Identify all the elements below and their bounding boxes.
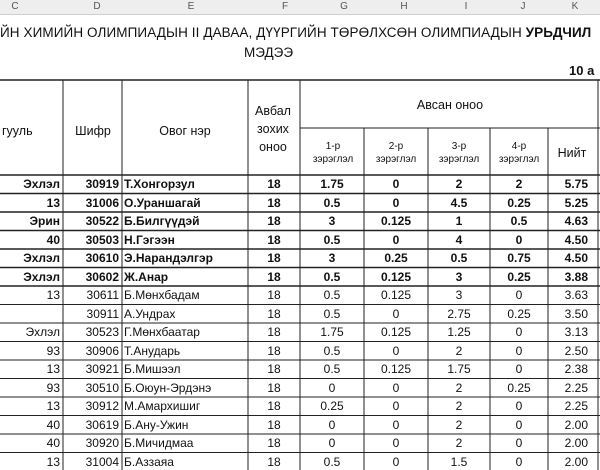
cell-s4: 0.25 — [507, 269, 531, 284]
cell-s3: 0.5 — [450, 251, 468, 265]
cell-name: Т.Анударь — [124, 343, 181, 358]
column-letter: E — [187, 1, 195, 12]
cell-s2: 0 — [392, 177, 400, 191]
cell-school: Эхлэл — [23, 251, 60, 265]
cell-s2: 0.125 — [380, 288, 412, 302]
cell-total: 5.75 — [564, 177, 588, 191]
cell-max: 18 — [267, 306, 281, 321]
cell-cipher: 30912 — [85, 399, 119, 413]
cell-s4: 0 — [515, 343, 523, 358]
cell-s1: 0.25 — [320, 399, 344, 413]
cell-total: 3.50 — [564, 306, 588, 321]
cell-s3: 4 — [455, 232, 463, 247]
header-round3-bottom: зэрэглэл — [438, 154, 480, 165]
cell-s4: 0.25 — [507, 195, 531, 210]
cell-cipher: 30921 — [85, 362, 119, 376]
cell-total: 2.25 — [564, 399, 588, 413]
cell-s1: 0.5 — [323, 343, 341, 358]
cell-s4: 0.5 — [510, 214, 528, 228]
cell-max: 18 — [267, 362, 281, 376]
cell-s1: 0 — [328, 436, 336, 450]
cell-name: Б.Билгүүдэй — [124, 214, 200, 228]
cell-s2: 0 — [392, 380, 400, 395]
cell-cipher: 30523 — [85, 325, 119, 339]
cell-s3: 2 — [455, 399, 463, 413]
cell-total: 2.00 — [564, 454, 588, 469]
cell-name: Б.Мичидмаа — [124, 436, 194, 450]
cell-total: 2.50 — [564, 343, 588, 358]
cell-s2: 0 — [392, 436, 400, 450]
cell-name: Б.Мишээл — [124, 362, 181, 376]
cell-max: 18 — [267, 417, 281, 432]
cell-max: 18 — [267, 343, 281, 358]
cell-total: 2.25 — [564, 380, 588, 395]
cell-school: 40 — [46, 417, 60, 432]
cell-s1: 3 — [328, 251, 336, 265]
header-round4-bottom: зэрэглэл — [498, 154, 540, 165]
header-name: Овог нэр — [159, 124, 211, 138]
cell-s3: 2 — [455, 436, 463, 450]
cell-total: 3.13 — [564, 325, 588, 339]
cell-s1: 1.75 — [320, 325, 344, 339]
cell-s2: 0 — [392, 399, 400, 413]
cell-s3: 2.75 — [447, 306, 471, 321]
cell-cipher: 30919 — [85, 177, 119, 191]
cell-cipher: 31004 — [85, 454, 119, 469]
header-cipher: Шифр — [75, 124, 111, 138]
cell-school: Эхлэл — [23, 177, 60, 191]
cell-s3: 1 — [455, 214, 463, 228]
cell-s2: 0 — [392, 306, 400, 321]
header-total: Нийт — [557, 146, 587, 160]
header-max-line-1: Авбал — [255, 104, 291, 118]
cell-total: 4.50 — [564, 251, 588, 265]
title-bold-part: УРЬДЧИЛ — [525, 25, 592, 40]
column-letter: J — [520, 1, 526, 12]
cell-s1: 0 — [328, 417, 336, 432]
cell-s2: 0 — [392, 232, 400, 247]
cell-s1: 0.5 — [323, 454, 341, 469]
cell-s3: 2 — [455, 417, 463, 432]
cell-s2: 0 — [392, 454, 400, 469]
cell-name: Ж.Анар — [124, 269, 169, 284]
cell-s3: 3 — [455, 269, 463, 284]
header-round2-bottom: зэрэглэл — [375, 154, 417, 165]
cell-cipher: 30610 — [85, 251, 119, 265]
cell-s4: 0 — [515, 436, 523, 450]
header-round1-top: 1-р — [325, 141, 341, 152]
cell-s2: 0.25 — [384, 251, 408, 265]
cell-s3: 1.25 — [447, 325, 471, 339]
cell-name: Н.Гэгээн — [124, 232, 175, 247]
cell-name: Б.Ану-Ужин — [124, 417, 189, 432]
cell-max: 18 — [267, 195, 281, 210]
cell-total: 3.63 — [564, 288, 588, 302]
title-line-2: МЭДЭЭ — [244, 45, 294, 60]
cell-school: 40 — [46, 436, 60, 450]
cell-school: 13 — [46, 399, 60, 413]
cell-cipher: 30906 — [85, 343, 119, 358]
header-round4-top: 4-р — [511, 141, 527, 152]
cell-s4: 0 — [515, 399, 523, 413]
column-letter: H — [400, 1, 408, 12]
column-letter: C — [11, 1, 19, 12]
cell-s4: 0 — [515, 362, 523, 376]
cell-cipher: 30522 — [85, 214, 119, 228]
cell-max: 18 — [267, 436, 281, 450]
cell-max: 18 — [267, 325, 281, 339]
cell-s4: 0 — [515, 417, 523, 432]
cell-s1: 3 — [328, 214, 336, 228]
cell-s2: 0.125 — [380, 269, 412, 284]
cell-name: М.Амархишиг — [124, 399, 201, 413]
cell-s1: 0.5 — [323, 195, 341, 210]
cell-s4: 0 — [515, 325, 523, 339]
cell-s1: 0.5 — [323, 306, 341, 321]
cell-name: О.Ураншагай — [124, 195, 201, 210]
cell-s2: 0 — [392, 195, 400, 210]
cell-cipher: 30920 — [85, 436, 119, 450]
cell-s4: 0 — [515, 288, 523, 302]
cell-school: Эхлэл — [23, 269, 60, 284]
cell-s3: 1.75 — [447, 362, 471, 376]
column-letter: I — [464, 1, 468, 12]
cell-cipher: 30619 — [85, 417, 119, 432]
cell-s3: 4.5 — [450, 195, 468, 210]
cell-max: 18 — [267, 454, 281, 469]
cell-total: 5.25 — [564, 195, 588, 210]
column-letter: G — [340, 1, 348, 12]
cell-cipher: 30602 — [85, 269, 119, 284]
cell-total: 2.38 — [564, 362, 588, 376]
cell-s2: 0 — [392, 343, 400, 358]
cell-s4: 2 — [515, 177, 523, 191]
cell-name: Б.Оюун-Эрдэнэ — [124, 380, 212, 395]
cell-s3: 3 — [455, 288, 463, 302]
cell-cipher: 31006 — [85, 195, 119, 210]
cell-total: 3.88 — [564, 269, 588, 284]
header-round3-top: 3-р — [451, 141, 467, 152]
cell-s1: 0.5 — [323, 362, 341, 376]
cell-s1: 0.5 — [323, 269, 341, 284]
cell-cipher: 30503 — [85, 232, 119, 247]
column-letter: K — [571, 1, 579, 12]
header-round1-bottom: зэрэглэл — [312, 154, 354, 165]
cell-school: 13 — [46, 362, 60, 376]
cell-total: 4.63 — [564, 214, 588, 228]
cell-s4: 0.25 — [507, 380, 531, 395]
cell-s4: 0 — [515, 454, 523, 469]
cell-name: Б.Аззаяа — [124, 454, 174, 469]
cell-total: 2.00 — [564, 417, 588, 432]
cell-name: Б.Мөнхбадам — [124, 288, 200, 302]
header-score-group: Авсан оноо — [416, 98, 484, 112]
header-max-line-2: зохих — [257, 122, 289, 136]
cell-cipher: 30611 — [86, 288, 119, 302]
cell-s3: 2 — [455, 380, 463, 395]
cell-name: Г.Мөнхбаатар — [124, 325, 200, 339]
cell-school: Эрин — [29, 214, 60, 228]
cell-s3: 2 — [455, 177, 463, 191]
cell-s3: 2 — [455, 343, 463, 358]
cell-s2: 0.125 — [380, 362, 412, 376]
cell-s1: 0 — [328, 380, 336, 395]
cell-total: 2.00 — [564, 436, 588, 450]
cell-max: 18 — [267, 380, 281, 395]
cell-s2: 0 — [392, 417, 400, 432]
grade-label: 10 а — [569, 63, 595, 78]
cell-school: 93 — [46, 343, 60, 358]
header-round2-top: 2-р — [388, 141, 404, 152]
column-letter: F — [281, 1, 289, 12]
cell-cipher: 30911 — [86, 306, 119, 321]
header-max-line-3: оноо — [259, 140, 287, 154]
cell-s1: 0.5 — [323, 232, 341, 247]
cell-max: 18 — [267, 399, 281, 413]
cell-school: 93 — [46, 380, 60, 395]
cell-name: А.Ундрах — [124, 306, 176, 321]
cell-school: Эхлэл — [25, 325, 60, 339]
cell-name: Э.Нарандэлгэр — [124, 251, 213, 265]
cell-s3: 1.5 — [450, 454, 468, 469]
cell-s2: 0.125 — [380, 325, 412, 339]
cell-cipher: 30510 — [85, 380, 119, 395]
cell-school: 13 — [46, 288, 60, 302]
cell-s2: 0.125 — [380, 214, 412, 228]
header-school: гууль — [2, 124, 33, 138]
cell-school: 13 — [46, 195, 60, 210]
cell-s1: 0.5 — [323, 288, 341, 302]
cell-max: 18 — [267, 177, 281, 191]
title-normal-part: ЙН ХИМИЙН ОЛИМПИАДЫН II ДАВАА, ДҮҮРГИЙН ТӨРӨЛХСӨН ОЛИМПИАДЫН — [0, 25, 526, 40]
cell-s4: 0.25 — [507, 306, 531, 321]
cell-total: 4.50 — [564, 232, 588, 247]
cell-max: 18 — [267, 214, 281, 228]
cell-s4: 0 — [515, 232, 523, 247]
cell-max: 18 — [267, 251, 281, 265]
cell-name: Т.Хонгорзул — [124, 177, 195, 191]
cell-school: 13 — [46, 454, 60, 469]
cell-max: 18 — [267, 232, 281, 247]
cell-s1: 1.75 — [320, 177, 344, 191]
cell-max: 18 — [267, 269, 281, 284]
cell-s4: 0.75 — [507, 251, 531, 265]
cell-max: 18 — [267, 288, 281, 302]
cell-school: 40 — [46, 232, 60, 247]
column-letter: D — [93, 1, 101, 12]
